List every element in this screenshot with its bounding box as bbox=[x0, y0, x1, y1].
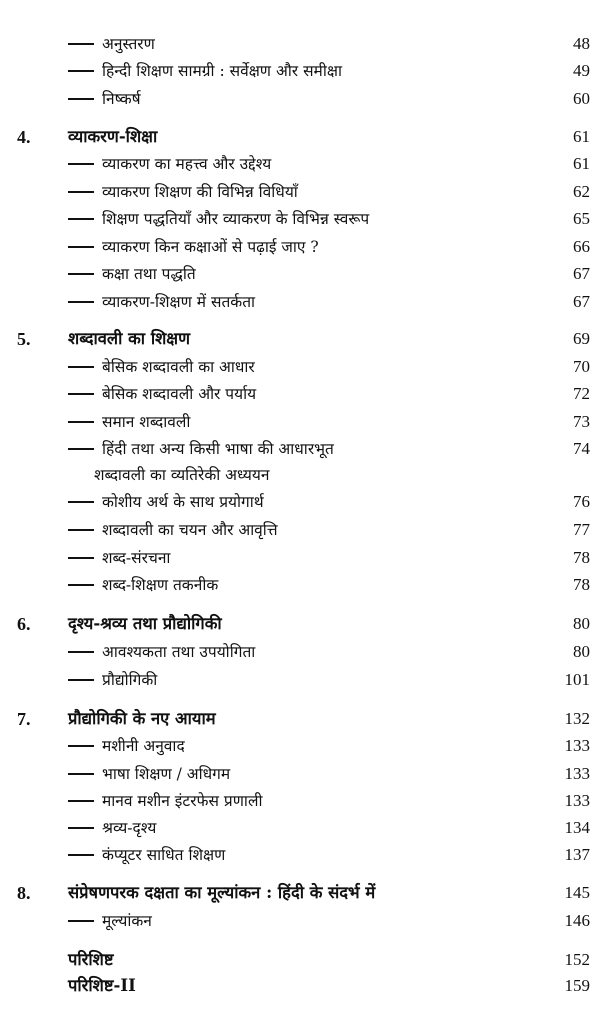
page-number: 67 bbox=[573, 292, 590, 311]
page-number: 78 bbox=[573, 548, 590, 567]
page-number: 134 bbox=[564, 818, 590, 837]
page-number: 101 bbox=[564, 670, 590, 689]
toc-chapter bbox=[0, 880, 600, 906]
page-number: 133 bbox=[564, 791, 590, 810]
entry-dash bbox=[68, 920, 94, 922]
entry-title: हिंदी तथा अन्य किसी भाषा की आधारभूत bbox=[102, 440, 334, 458]
toc-subentry bbox=[0, 86, 600, 112]
entry-dash bbox=[68, 366, 94, 368]
entry-title: व्याकरण-शिक्षण में सतर्कता bbox=[102, 293, 256, 311]
entry-dash bbox=[68, 529, 94, 531]
chapter-title: दृश्य-श्रव्य तथा प्रौद्योगिकी bbox=[68, 614, 222, 633]
entry-dash bbox=[68, 827, 94, 829]
toc-subentry bbox=[0, 354, 600, 380]
toc-subentry bbox=[0, 179, 600, 205]
toc-subentry bbox=[0, 667, 600, 693]
page-number: 80 bbox=[573, 642, 590, 661]
entry-dash bbox=[68, 218, 94, 220]
toc-subentry bbox=[0, 234, 600, 260]
page-number: 61 bbox=[573, 127, 590, 146]
entry-dash bbox=[68, 800, 94, 802]
entry-dash bbox=[68, 448, 94, 450]
toc-subentry bbox=[0, 436, 600, 462]
toc-subentry bbox=[0, 31, 600, 57]
appendix-title: परिशिष्ट-II bbox=[68, 976, 136, 995]
chapter-title: शब्दावली का शिक्षण bbox=[68, 329, 191, 348]
toc-subentry bbox=[0, 517, 600, 543]
page-number: 146 bbox=[564, 911, 590, 930]
page-number: 76 bbox=[573, 492, 590, 511]
chapter-number: 4. bbox=[17, 127, 31, 147]
entry-title: निष्कर्ष bbox=[102, 90, 141, 108]
page-number: 133 bbox=[564, 736, 590, 755]
toc-subentry-continuation bbox=[0, 462, 600, 488]
entry-title: कोशीय अर्थ के साथ प्रयोगार्थ bbox=[102, 493, 264, 511]
entry-title: श्रव्य-दृश्य bbox=[102, 819, 157, 837]
entry-title: बेसिक शब्दावली और पर्याय bbox=[102, 385, 257, 403]
toc-subentry bbox=[0, 639, 600, 665]
toc-subentry bbox=[0, 815, 600, 841]
entry-dash bbox=[68, 854, 94, 856]
toc-subentry bbox=[0, 261, 600, 287]
entry-title: कंप्यूटर साधित शिक्षण bbox=[102, 846, 226, 864]
chapter-title: व्याकरण-शिक्षा bbox=[68, 127, 158, 146]
page-number: 132 bbox=[564, 709, 590, 728]
entry-title: शब्दावली का व्यतिरेकी अध्ययन bbox=[94, 466, 270, 484]
entry-title: समान शब्दावली bbox=[102, 413, 191, 431]
page-number: 72 bbox=[573, 384, 590, 403]
entry-dash bbox=[68, 421, 94, 423]
entry-title: प्रौद्योगिकी bbox=[102, 671, 158, 689]
chapter-number: 6. bbox=[17, 614, 31, 634]
page-number: 48 bbox=[573, 34, 590, 53]
entry-dash bbox=[68, 773, 94, 775]
entry-title: भाषा शिक्षण / अधिगम bbox=[102, 765, 231, 783]
page-number: 137 bbox=[564, 845, 590, 864]
chapter-number: 7. bbox=[17, 709, 31, 729]
page-number: 77 bbox=[573, 520, 590, 539]
entry-dash bbox=[68, 745, 94, 747]
page-number: 49 bbox=[573, 61, 590, 80]
entry-title: व्याकरण का महत्त्व और उद्देश्य bbox=[102, 155, 272, 173]
toc-subentry bbox=[0, 289, 600, 315]
entry-title: कक्षा तथा पद्धति bbox=[102, 265, 196, 283]
page-number: 159 bbox=[564, 976, 590, 995]
entry-dash bbox=[68, 501, 94, 503]
page-number: 133 bbox=[564, 764, 590, 783]
page-number: 70 bbox=[573, 357, 590, 376]
entry-dash bbox=[68, 163, 94, 165]
page-number: 66 bbox=[573, 237, 590, 256]
toc-subentry bbox=[0, 545, 600, 571]
entry-title: हिन्दी शिक्षण सामग्री : सर्वेक्षण और समीक्षा bbox=[102, 62, 342, 80]
chapter-title: प्रौद्योगिकी के नए आयाम bbox=[68, 709, 216, 728]
toc-subentry bbox=[0, 842, 600, 868]
toc-subentry bbox=[0, 908, 600, 934]
page-number: 65 bbox=[573, 209, 590, 228]
toc-subentry bbox=[0, 572, 600, 598]
entry-title: बेसिक शब्दावली का आधार bbox=[102, 358, 255, 376]
toc-chapter bbox=[0, 124, 600, 150]
entry-dash bbox=[68, 651, 94, 653]
chapter-number: 8. bbox=[17, 883, 31, 903]
entry-title: मानव मशीन इंटरफेस प्रणाली bbox=[102, 792, 263, 810]
entry-title: आवश्यकता तथा उपयोगिता bbox=[102, 643, 256, 661]
toc-chapter bbox=[0, 706, 600, 732]
page-number: 78 bbox=[573, 575, 590, 594]
entry-dash bbox=[68, 301, 94, 303]
appendix-title: परिशिष्ट bbox=[68, 950, 114, 969]
entry-dash bbox=[68, 191, 94, 193]
entry-dash bbox=[68, 273, 94, 275]
entry-dash bbox=[68, 246, 94, 248]
toc-subentry bbox=[0, 788, 600, 814]
entry-title: व्याकरण शिक्षण की विभिन्न विधियाँ bbox=[102, 183, 298, 201]
toc-subentry bbox=[0, 381, 600, 407]
toc-subentry bbox=[0, 151, 600, 177]
entry-dash bbox=[68, 98, 94, 100]
page-number: 73 bbox=[573, 412, 590, 431]
toc-subentry bbox=[0, 206, 600, 232]
entry-title: शब्दावली का चयन और आवृत्ति bbox=[102, 521, 278, 539]
toc-appendix bbox=[0, 973, 600, 999]
page-number: 152 bbox=[564, 950, 590, 969]
toc-chapter bbox=[0, 326, 600, 352]
page-number: 145 bbox=[564, 883, 590, 902]
page-number: 67 bbox=[573, 264, 590, 283]
toc-subentry bbox=[0, 733, 600, 759]
entry-dash bbox=[68, 584, 94, 586]
entry-title: मूल्यांकन bbox=[102, 912, 152, 930]
entry-title: अनुस्तरण bbox=[102, 35, 155, 53]
entry-dash bbox=[68, 43, 94, 45]
entry-dash bbox=[68, 557, 94, 559]
page-number: 69 bbox=[573, 329, 590, 348]
toc-appendix bbox=[0, 947, 600, 973]
entry-dash bbox=[68, 679, 94, 681]
entry-title: शब्द-संरचना bbox=[102, 549, 171, 567]
entry-title: शब्द-शिक्षण तकनीक bbox=[102, 576, 219, 594]
page-number: 80 bbox=[573, 614, 590, 633]
toc-subentry bbox=[0, 761, 600, 787]
toc-chapter bbox=[0, 611, 600, 637]
chapter-number: 5. bbox=[17, 329, 31, 349]
entry-title: व्याकरण किन कक्षाओं से पढ़ाई जाए ? bbox=[102, 238, 319, 256]
page-number: 74 bbox=[573, 439, 590, 458]
entry-dash bbox=[68, 70, 94, 72]
entry-dash bbox=[68, 393, 94, 395]
toc-subentry bbox=[0, 489, 600, 515]
page-number: 60 bbox=[573, 89, 590, 108]
entry-title: मशीनी अनुवाद bbox=[102, 737, 185, 755]
toc-subentry bbox=[0, 58, 600, 84]
toc-subentry bbox=[0, 409, 600, 435]
page-number: 61 bbox=[573, 154, 590, 173]
entry-title: शिक्षण पद्धतियाँ और व्याकरण के विभिन्न स्वरूप bbox=[102, 210, 370, 228]
page-number: 62 bbox=[573, 182, 590, 201]
chapter-title: संप्रेषणपरक दक्षता का मूल्यांकन : हिंदी के संदर्भ में bbox=[68, 883, 376, 902]
